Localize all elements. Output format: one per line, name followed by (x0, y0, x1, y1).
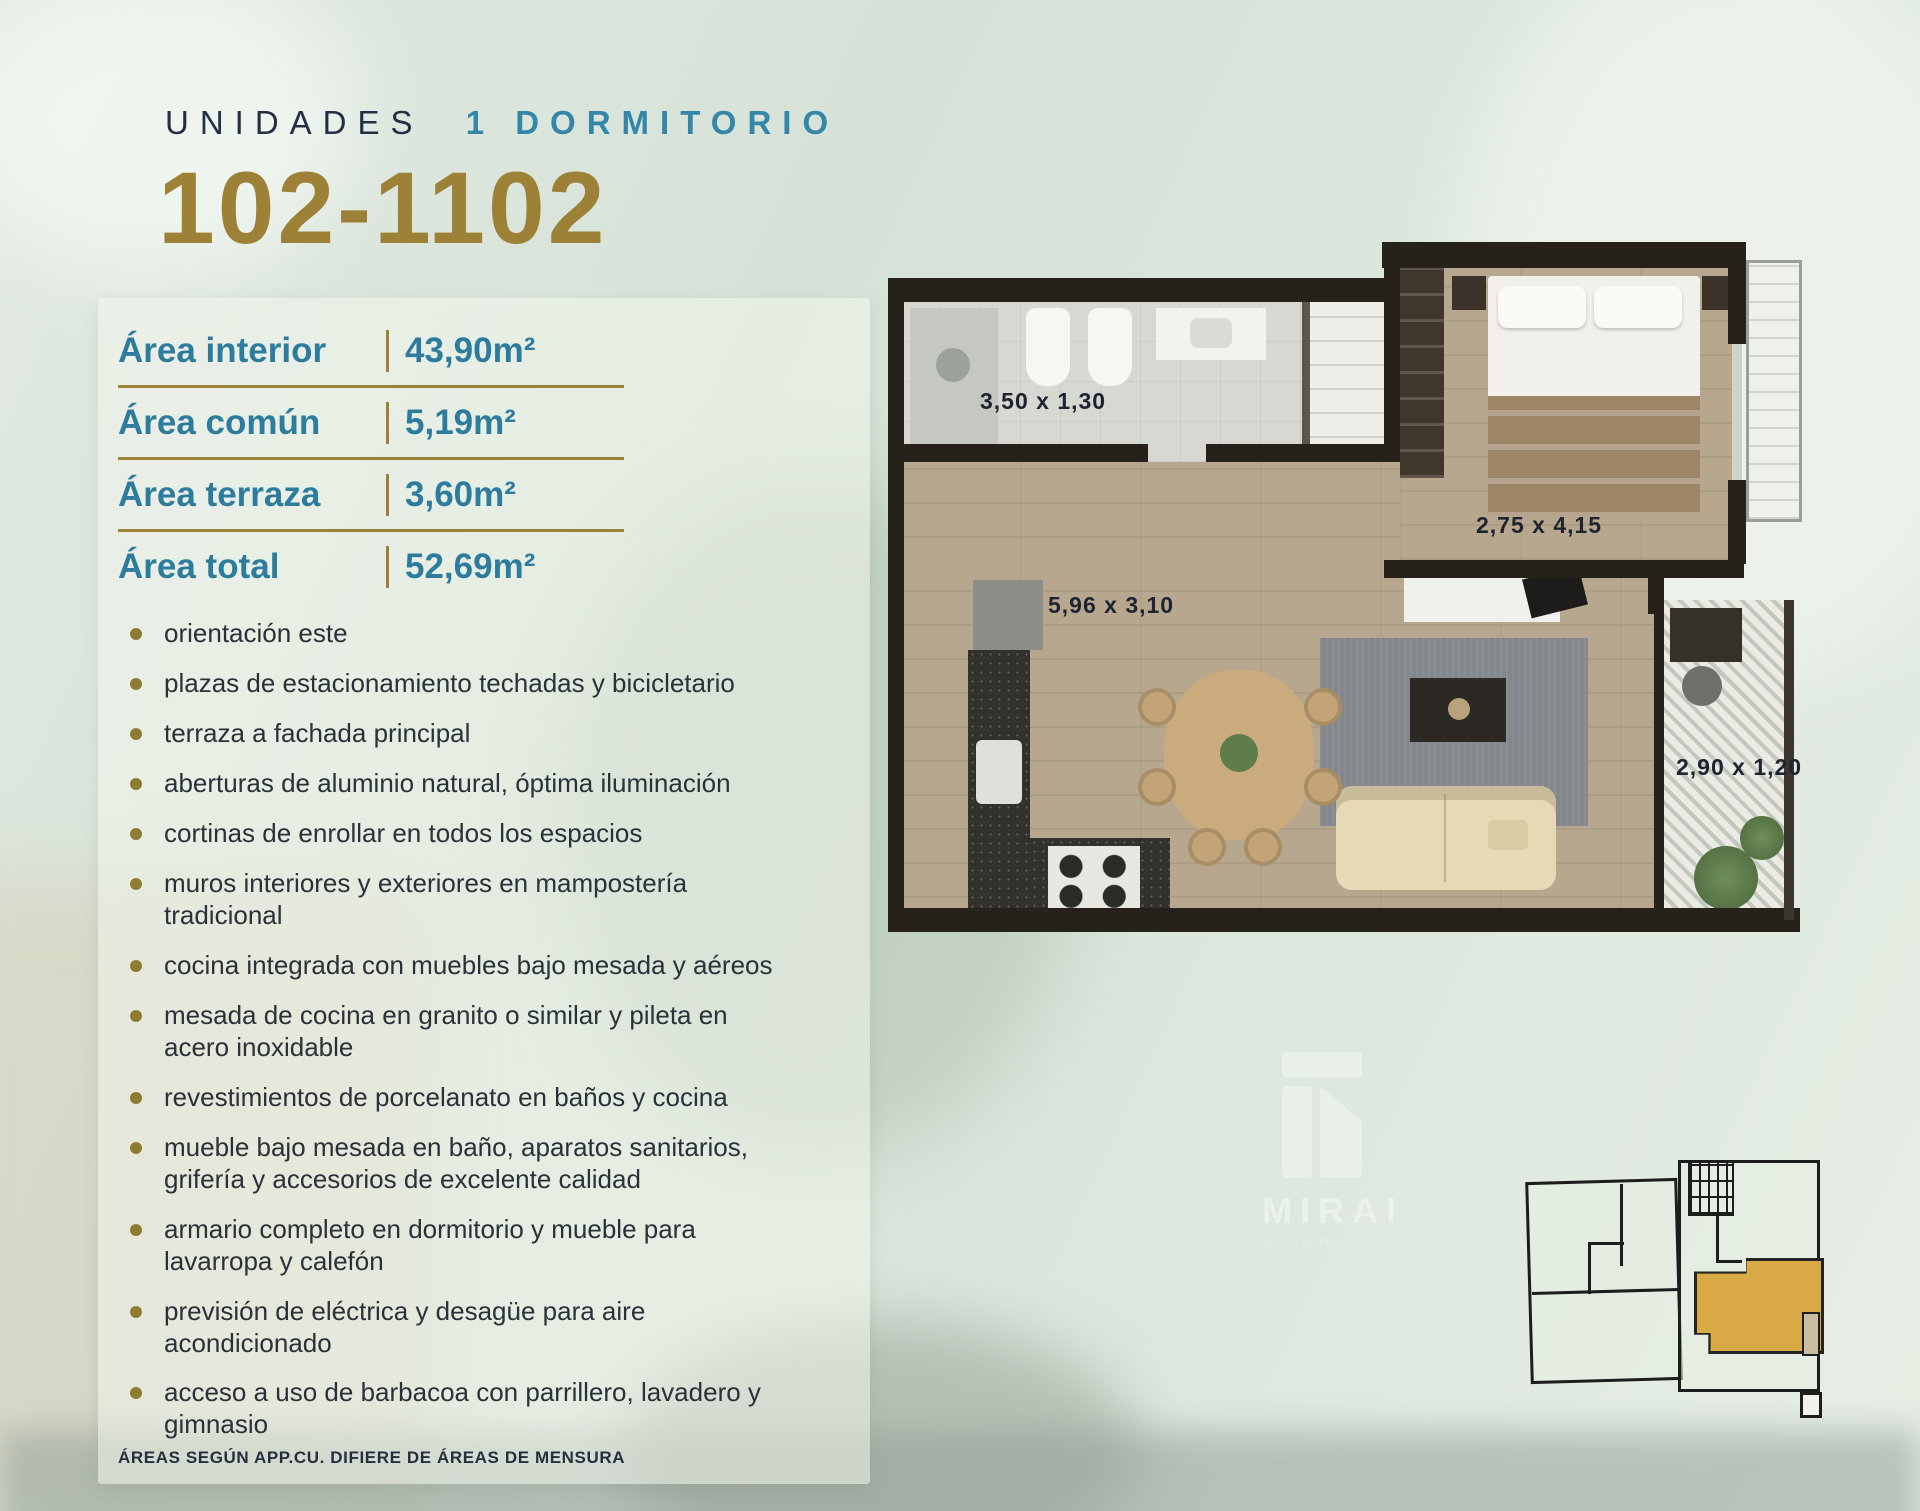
bullet-icon (130, 1387, 142, 1399)
locator-left-block (1525, 1178, 1683, 1384)
list-item (130, 1132, 790, 1196)
locator-small-room (1800, 1392, 1822, 1418)
kicker-units-label: UNIDADES (165, 104, 424, 141)
terrace-chair (1682, 666, 1722, 706)
area-value: 52,69m² (405, 546, 536, 586)
dining-chair (1244, 828, 1282, 866)
list-item (130, 950, 790, 982)
area-value: 43,90m² (405, 330, 536, 370)
brand-logo-icon (1320, 1086, 1362, 1178)
dining-chair (1138, 768, 1176, 806)
list-item (130, 1000, 790, 1064)
feature-text: terraza a fachada principal (164, 717, 471, 748)
bullet-icon (130, 1092, 142, 1104)
bullet-icon (130, 628, 142, 640)
area-label: Área interior (118, 330, 327, 370)
gold-divider (386, 474, 389, 516)
areas-disclaimer: ÁREAS SEGÚN APP.CU. DIFIERE DE ÁREAS DE MENSURA (118, 1448, 626, 1467)
dining-chair (1188, 828, 1226, 866)
stove (1048, 846, 1140, 914)
locator-wall (1588, 1242, 1591, 1294)
wall (1206, 444, 1400, 462)
feature-text: mueble bajo mesada en baño, aparatos sanitarios, grifería y accesorios de excelente calidad (164, 1131, 748, 1194)
gold-divider (386, 330, 389, 372)
dining-chair (1138, 688, 1176, 726)
list-item (130, 1082, 790, 1114)
unit-range-title: 102-1102 (158, 151, 608, 265)
bed-blanket (1488, 396, 1700, 518)
bedroom-window-shutter (1746, 260, 1802, 522)
wall (1728, 480, 1746, 564)
area-label: Área total (118, 546, 280, 586)
bullet-icon (130, 728, 142, 740)
list-item (130, 1214, 790, 1278)
feature-text: acceso a uso de barbacoa con parrillero, lavadero y gimnasio (164, 1377, 761, 1440)
locator-wall (1588, 1242, 1624, 1245)
shower (910, 308, 998, 454)
feature-text: armario completo en dormitorio y mueble para lavarropa y calefón (164, 1213, 696, 1276)
area-table (118, 316, 624, 601)
feature-text: cocina integrada con muebles bajo mesada y aéreos (164, 949, 773, 980)
locator-wall (1620, 1184, 1623, 1266)
area-row-terraza (118, 460, 624, 532)
wall (888, 444, 1148, 462)
bathroom-partition (1302, 302, 1310, 444)
locator-terrace (1802, 1312, 1820, 1356)
wall (1648, 572, 1664, 614)
fridge (973, 580, 1043, 650)
bathroom-vanity (1156, 308, 1266, 360)
feature-text: plazas de estacionamiento techadas y bicicletario (164, 667, 735, 698)
feature-text: mesada de cocina en granito o similar y pileta en acero inoxidable (164, 999, 728, 1062)
area-label: Área terraza (118, 474, 321, 514)
feature-text: cortinas de enrollar en todos los espacios (164, 817, 643, 848)
bidet (1088, 308, 1132, 386)
locator-wall (1716, 1260, 1742, 1263)
kitchen-sink (976, 740, 1022, 804)
gold-divider (386, 546, 389, 588)
wall (1728, 242, 1746, 344)
bullet-icon (130, 778, 142, 790)
dining-chair (1304, 688, 1342, 726)
pillow (1594, 286, 1682, 328)
bullet-icon (130, 960, 142, 972)
list-item (130, 1296, 790, 1360)
kicker-bedrooms-label: 1 DORMITORIO (465, 104, 840, 141)
nightstand (1452, 276, 1486, 310)
window-sill (1732, 344, 1742, 480)
feature-text: revestimientos de porcelanato en baños y cocina (164, 1081, 728, 1112)
page-kicker (165, 104, 839, 142)
wall (888, 278, 904, 924)
feature-list (130, 618, 790, 1459)
locator-wall (1716, 1216, 1719, 1262)
area-row-interior (118, 316, 624, 388)
dimension-label-terrace: 2,90 x 1,20 (1676, 754, 1803, 780)
feature-text: orientación este (164, 618, 348, 648)
wall (888, 278, 1388, 302)
hall-floor (900, 462, 1400, 572)
coffee-table (1410, 678, 1506, 742)
area-value: 3,60m² (405, 474, 516, 514)
list-item (130, 718, 790, 750)
bullet-icon (130, 1142, 142, 1154)
toilet (1026, 308, 1070, 386)
area-row-total (118, 532, 624, 601)
wardrobe (1400, 268, 1444, 478)
bullet-icon (130, 878, 142, 890)
terrace-desk (1670, 608, 1742, 662)
bullet-icon (130, 828, 142, 840)
area-label: Área común (118, 402, 321, 442)
dimension-label-living: 5,96 x 3,10 (1048, 592, 1175, 618)
list-item (130, 668, 790, 700)
brand-subtitle: ARENAL (1266, 1234, 1373, 1249)
pillow (1498, 286, 1586, 328)
area-row-comun (118, 388, 624, 460)
locator-stairs (1688, 1160, 1734, 1216)
wall (1654, 600, 1664, 920)
bullet-icon (130, 678, 142, 690)
sofa-cushion (1488, 820, 1528, 850)
bullet-icon (130, 1010, 142, 1022)
brand-name: MIRAI (1262, 1190, 1404, 1231)
list-item (130, 818, 790, 850)
list-item (130, 1377, 790, 1441)
wall (1384, 268, 1400, 460)
plant (1740, 816, 1784, 860)
wall (1382, 242, 1744, 268)
feature-text: muros interiores y exteriores en mampostería tradicional (164, 867, 688, 930)
floorplan (888, 220, 1803, 944)
feature-text: aberturas de aluminio natural, óptima iluminación (164, 767, 731, 798)
dimension-label-bathroom: 3,50 x 1,30 (980, 388, 1107, 414)
dimension-label-bedroom: 2,75 x 4,15 (1476, 512, 1603, 538)
dining-table (1164, 670, 1314, 840)
gold-divider (386, 402, 389, 444)
mini-locator-plan (1520, 1160, 1852, 1442)
brand-logo-icon (1282, 1086, 1312, 1178)
brand-logo-icon (1282, 1052, 1362, 1078)
feature-text: previsión de eléctrica y desagüe para aire acondicionado (164, 1295, 646, 1358)
list-item (130, 768, 790, 800)
list-item (130, 868, 790, 932)
dining-chair (1304, 768, 1342, 806)
area-value: 5,19m² (405, 402, 516, 442)
list-item (130, 618, 790, 650)
bullet-icon (130, 1224, 142, 1236)
wall (1384, 560, 1744, 578)
bullet-icon (130, 1306, 142, 1318)
brand-watermark (1262, 1052, 1482, 1249)
